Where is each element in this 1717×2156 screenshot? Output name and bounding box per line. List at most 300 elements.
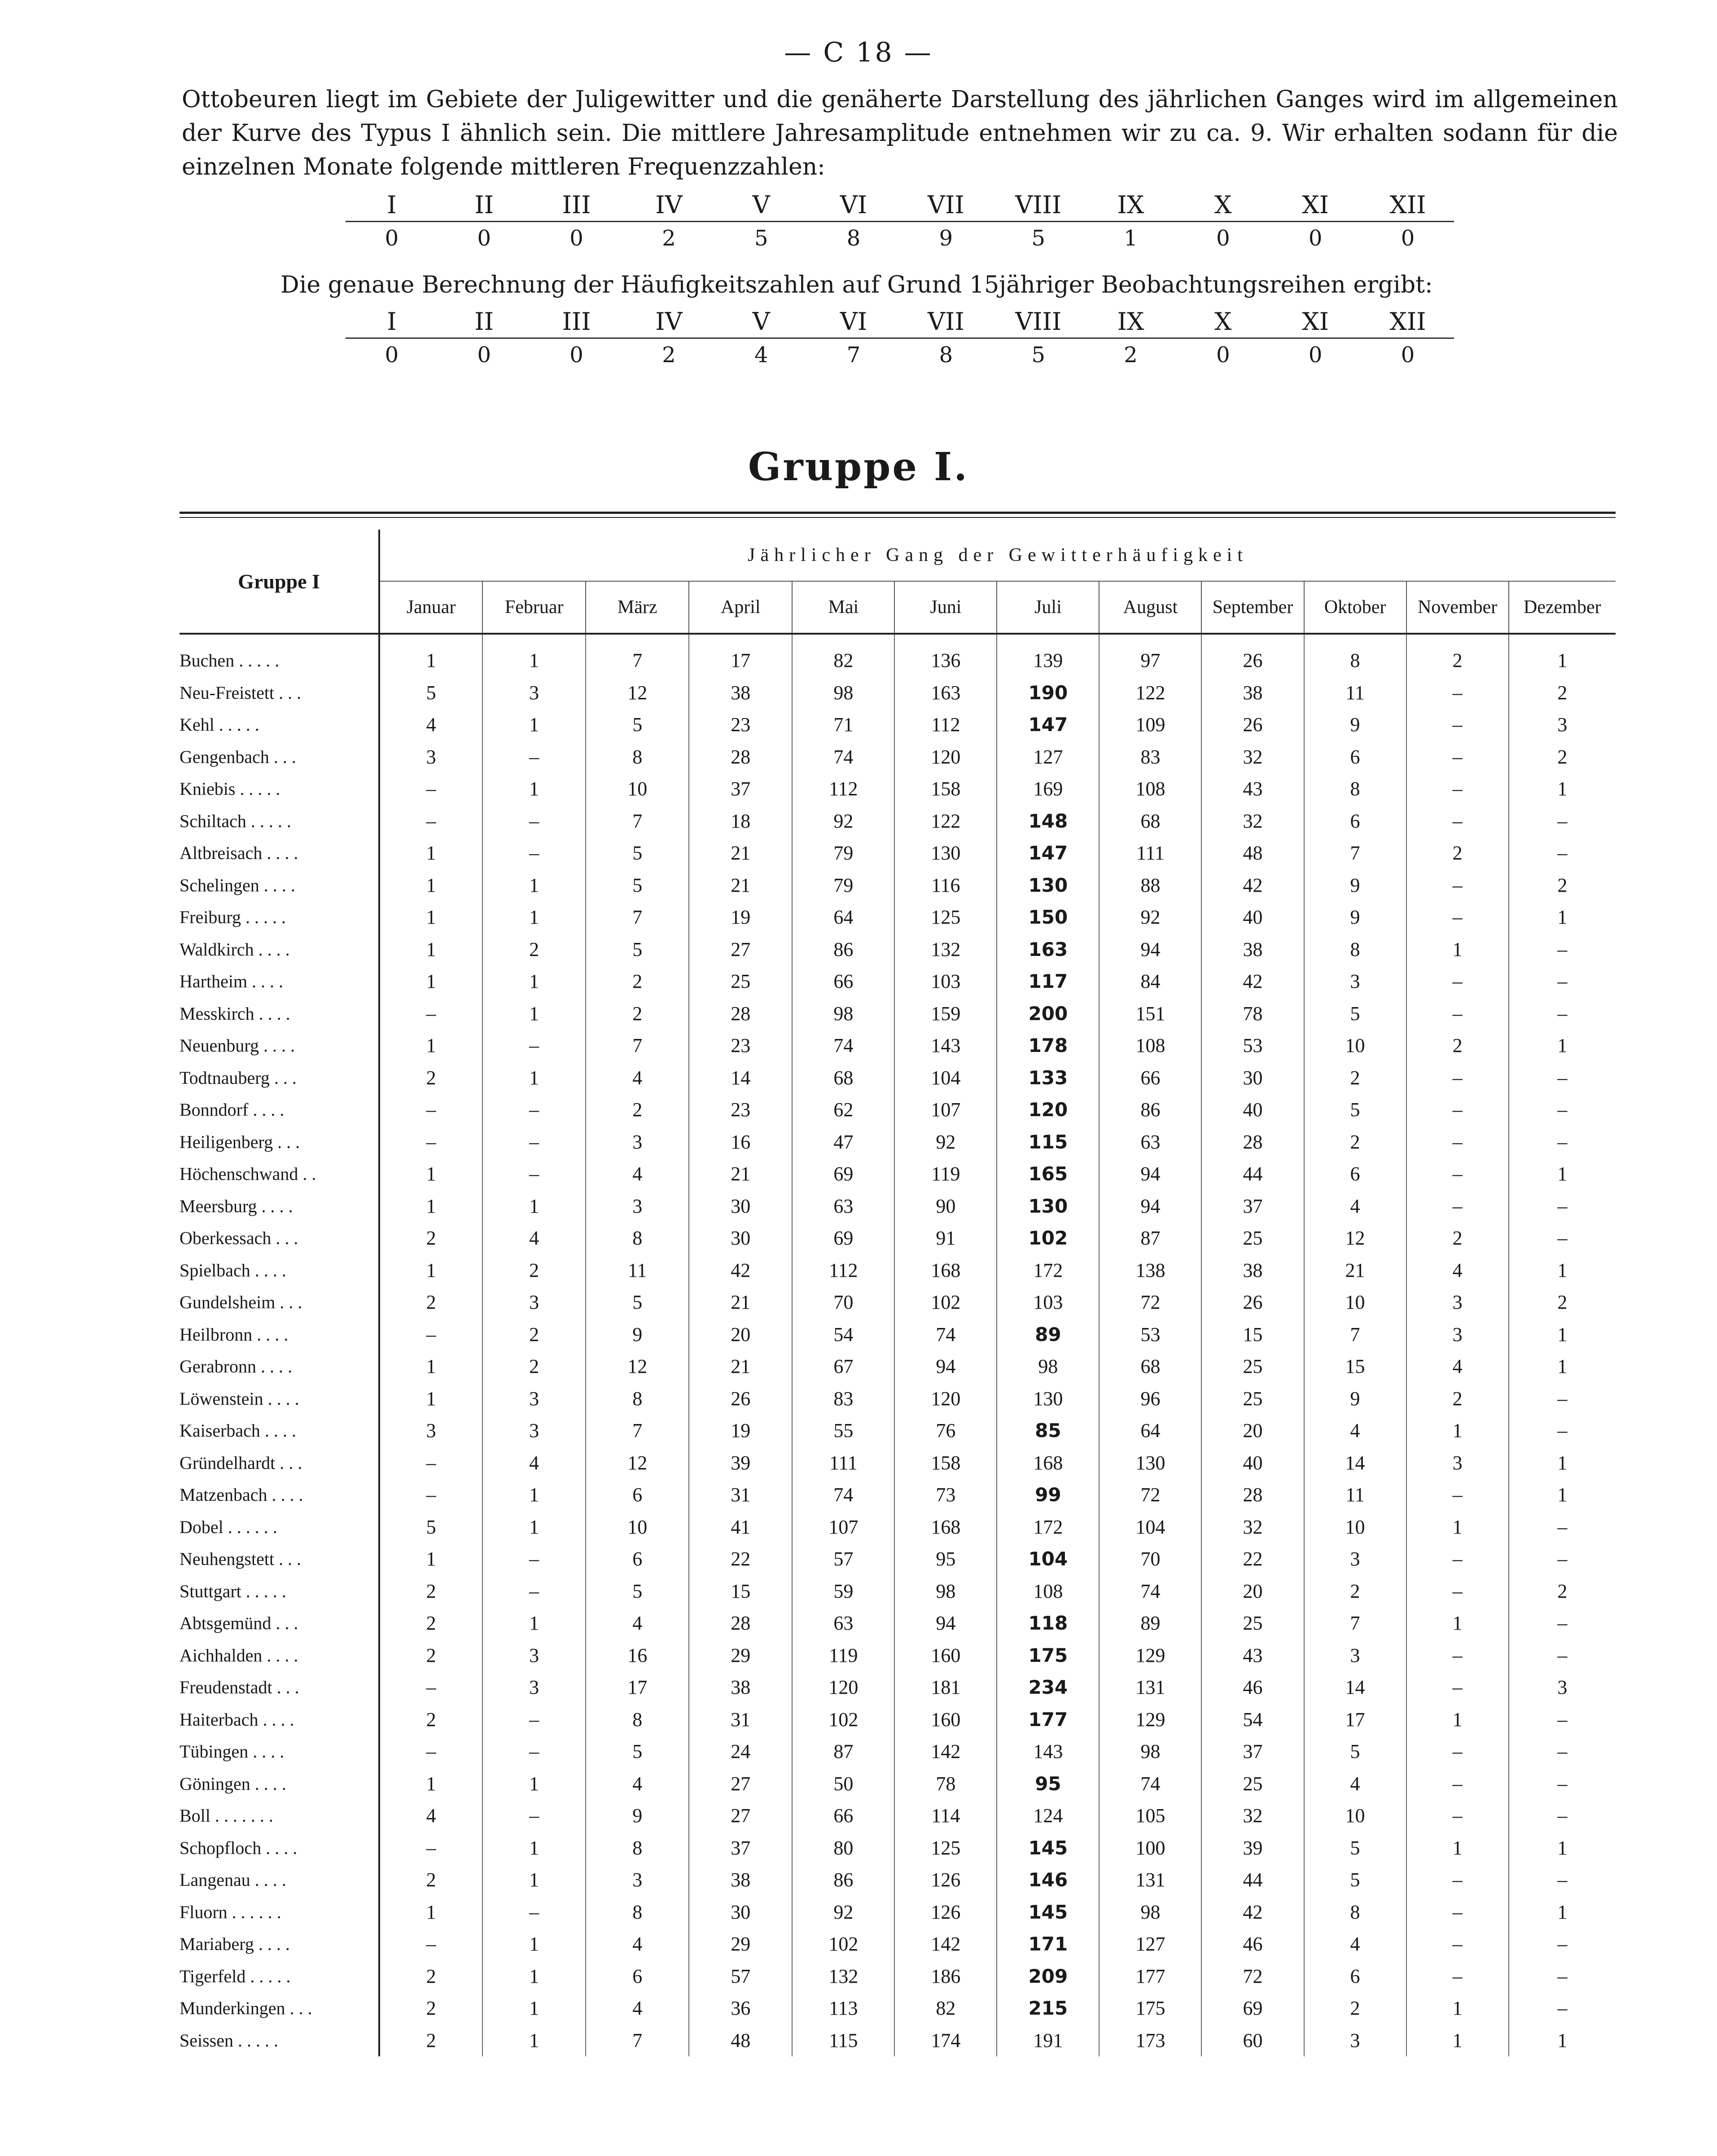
table-cell: 28 bbox=[1201, 1479, 1304, 1511]
table-cell: 3 bbox=[482, 1671, 586, 1704]
table-cell: 92 bbox=[792, 805, 894, 837]
table-cell: 1 bbox=[482, 1992, 586, 2025]
table-row bbox=[180, 1286, 1616, 1319]
table-row bbox=[180, 837, 1616, 869]
table-cell: – bbox=[1406, 1928, 1509, 1960]
table-cell: – bbox=[1406, 741, 1509, 773]
table-cell: 23 bbox=[689, 709, 792, 741]
table-row bbox=[180, 1030, 1616, 1062]
month-header: April bbox=[689, 581, 792, 634]
table-cell: 84 bbox=[1099, 965, 1201, 998]
table-cell: 32 bbox=[1201, 805, 1304, 837]
table-cell: 74 bbox=[792, 741, 894, 773]
table-cell: 120 bbox=[894, 1383, 997, 1415]
table-row bbox=[180, 998, 1616, 1030]
station-name: Gengenbach . . . bbox=[180, 741, 379, 773]
table-cell: 32 bbox=[1201, 741, 1304, 773]
table-cell: 10 bbox=[586, 1511, 689, 1543]
frequency-value-cell: 2 bbox=[1124, 342, 1138, 368]
table-row bbox=[180, 773, 1616, 805]
roman-month-cell: XI bbox=[1269, 305, 1362, 338]
table-cell: 2 bbox=[426, 2029, 436, 2051]
table-cell: 136 bbox=[894, 634, 997, 677]
table-cell: 59 bbox=[792, 1575, 894, 1608]
table-cell: – bbox=[482, 837, 586, 869]
frequency-value-cell: 7 bbox=[846, 342, 861, 368]
table-super-header: Jährlicher Gang der Gewitterhäufigkeit bbox=[379, 530, 1616, 581]
table-cell: 4 bbox=[1304, 1415, 1406, 1447]
table-cell: 1 bbox=[426, 906, 436, 929]
table-cell: – bbox=[482, 1704, 586, 1736]
table-cell: 28 bbox=[689, 998, 792, 1030]
table-cell: 63 bbox=[1099, 1126, 1201, 1158]
month-header: Februar bbox=[482, 581, 586, 634]
table-row bbox=[180, 1575, 1616, 1608]
table-top-rule-thin bbox=[180, 517, 1616, 518]
table-cell: – bbox=[426, 778, 436, 800]
table-cell: 2 bbox=[426, 1227, 436, 1249]
table-cell: – bbox=[1509, 965, 1616, 998]
table-cell: – bbox=[1509, 1735, 1616, 1768]
table-cell: 86 bbox=[792, 933, 894, 966]
table-cell: 67 bbox=[792, 1350, 894, 1383]
frequency-value-cell: 0 bbox=[569, 342, 583, 368]
table-cell: 99 bbox=[997, 1479, 1099, 1511]
table-cell: 215 bbox=[997, 1992, 1099, 2025]
table-row bbox=[180, 1992, 1616, 2025]
table-cell: 138 bbox=[1099, 1254, 1201, 1287]
frequency-value-cell: 5 bbox=[754, 226, 768, 251]
table-cell: 25 bbox=[1201, 1607, 1304, 1639]
station-name: Tübingen . . . . bbox=[180, 1735, 379, 1768]
table-cell: 1 bbox=[426, 970, 436, 993]
station-name: Gerabronn . . . . bbox=[180, 1350, 379, 1383]
table-cell: 38 bbox=[1201, 677, 1304, 709]
table-cell: 8 bbox=[586, 1896, 689, 1928]
table-cell: 3 bbox=[1406, 1447, 1509, 1479]
frequency-value-cell: 4 bbox=[754, 342, 768, 368]
table-cell: – bbox=[1406, 1864, 1509, 1896]
table-cell: 54 bbox=[792, 1319, 894, 1351]
station-name: Heilbronn . . . . bbox=[180, 1319, 379, 1351]
station-name: Heiligenberg . . . bbox=[180, 1126, 379, 1158]
station-name: Kaiserbach . . . . bbox=[180, 1415, 379, 1447]
table-cell: 190 bbox=[997, 677, 1099, 709]
station-name: Spielbach . . . . bbox=[180, 1254, 379, 1287]
table-cell: 175 bbox=[1099, 1992, 1201, 2025]
station-name: Neuhengstett . . . bbox=[180, 1543, 379, 1575]
roman-month-cell: IX bbox=[1085, 305, 1177, 338]
table-cell: 91 bbox=[894, 1222, 997, 1254]
table-cell: 2 bbox=[586, 965, 689, 998]
station-name: Höchenschwand . . bbox=[180, 1158, 379, 1190]
table-cell: 8 bbox=[1304, 933, 1406, 966]
station-name: Aichhalden . . . . bbox=[180, 1639, 379, 1672]
table-cell: 22 bbox=[689, 1543, 792, 1575]
table-cell: 37 bbox=[689, 773, 792, 805]
table-row bbox=[180, 1768, 1616, 1800]
table-cell: 2 bbox=[426, 1291, 436, 1314]
table-cell: 64 bbox=[792, 901, 894, 933]
table-cell: 2 bbox=[1406, 837, 1509, 869]
table-cell: 26 bbox=[1201, 634, 1304, 677]
table-cell: – bbox=[1509, 1222, 1616, 1254]
table-cell: 1 bbox=[482, 998, 586, 1030]
table-cell: 108 bbox=[997, 1575, 1099, 1608]
table-cell: 39 bbox=[689, 1447, 792, 1479]
table-cell: 40 bbox=[1201, 1447, 1304, 1479]
table-cell: 6 bbox=[1304, 1158, 1406, 1190]
table-row bbox=[180, 709, 1616, 741]
frequency-value-cell: 0 bbox=[569, 226, 583, 251]
table-cell: 28 bbox=[689, 741, 792, 773]
table-cell: 9 bbox=[1304, 709, 1406, 741]
table-cell: – bbox=[1509, 1768, 1616, 1800]
table-cell: 145 bbox=[997, 1832, 1099, 1864]
roman-month-cell: I bbox=[346, 305, 438, 338]
table-cell: 62 bbox=[792, 1094, 894, 1126]
table-cell: 80 bbox=[792, 1832, 894, 1864]
table-cell: 7 bbox=[1304, 1607, 1406, 1639]
table-cell: – bbox=[1406, 1639, 1509, 1672]
table-cell: 83 bbox=[792, 1383, 894, 1415]
table-cell: 3 bbox=[1509, 1671, 1616, 1704]
table-cell: 95 bbox=[997, 1768, 1099, 1800]
station-name: Bonndorf . . . . bbox=[180, 1094, 379, 1126]
table-cell: 25 bbox=[1201, 1768, 1304, 1800]
roman-month-row bbox=[346, 305, 1454, 338]
table-cell: 100 bbox=[1099, 1832, 1201, 1864]
table-cell: 127 bbox=[1099, 1928, 1201, 1960]
table-cell: 14 bbox=[1304, 1671, 1406, 1704]
table-cell: 38 bbox=[1201, 1254, 1304, 1287]
table-cell: 5 bbox=[586, 869, 689, 902]
table-cell: 4 bbox=[586, 1992, 689, 2025]
table-cell: 102 bbox=[792, 1928, 894, 1960]
table-cell: 74 bbox=[894, 1319, 997, 1351]
table-cell: 4 bbox=[1304, 1768, 1406, 1800]
table-cell: 114 bbox=[894, 1800, 997, 1832]
table-cell: 2 bbox=[1406, 1383, 1509, 1415]
table-cell: 3 bbox=[1509, 709, 1616, 741]
table-cell: – bbox=[1406, 1735, 1509, 1768]
table-row bbox=[180, 1415, 1616, 1447]
table-cell: 1 bbox=[1406, 933, 1509, 966]
table-cell: 21 bbox=[689, 1286, 792, 1319]
table-cell: 147 bbox=[997, 837, 1099, 869]
table-cell: 6 bbox=[586, 1960, 689, 1993]
roman-month-cell: X bbox=[1177, 305, 1269, 338]
table-cell: 38 bbox=[689, 1864, 792, 1896]
table-cell: 48 bbox=[1201, 837, 1304, 869]
table-cell: – bbox=[426, 1933, 436, 1955]
table-cell: 2 bbox=[426, 1580, 436, 1602]
table-cell: 4 bbox=[1406, 1350, 1509, 1383]
station-name: Munderkingen . . . bbox=[180, 1992, 379, 2025]
table-cell: 119 bbox=[792, 1639, 894, 1672]
station-name: Altbreisach . . . . bbox=[180, 837, 379, 869]
table-cell: 11 bbox=[1304, 677, 1406, 709]
table-cell: 151 bbox=[1099, 998, 1201, 1030]
table-cell: – bbox=[1406, 805, 1509, 837]
table-cell: 111 bbox=[792, 1447, 894, 1479]
table-cell: – bbox=[426, 810, 436, 832]
table-cell: 8 bbox=[1304, 1896, 1406, 1928]
table-cell: 26 bbox=[1201, 1286, 1304, 1319]
table-cell: 126 bbox=[894, 1896, 997, 1928]
table-cell: 42 bbox=[1201, 1896, 1304, 1928]
table-cell: 29 bbox=[689, 1928, 792, 1960]
table-row bbox=[180, 1094, 1616, 1126]
table-cell: 127 bbox=[997, 741, 1099, 773]
table-cell: 43 bbox=[1201, 1639, 1304, 1672]
table-cell: 2 bbox=[1509, 741, 1616, 773]
month-header: März bbox=[586, 581, 689, 634]
table-cell: 108 bbox=[1099, 773, 1201, 805]
table-cell: 109 bbox=[1099, 709, 1201, 741]
table-cell: – bbox=[1509, 837, 1616, 869]
table-cell: 168 bbox=[894, 1511, 997, 1543]
station-name: Matzenbach . . . . bbox=[180, 1479, 379, 1511]
table-cell: 131 bbox=[1099, 1671, 1201, 1704]
table-cell: 5 bbox=[426, 1516, 436, 1538]
table-cell: 48 bbox=[689, 2025, 792, 2057]
table-cell: – bbox=[1509, 1607, 1616, 1639]
table-cell: 23 bbox=[689, 1030, 792, 1062]
station-name: Göningen . . . . bbox=[180, 1768, 379, 1800]
frequency-value-cell: 8 bbox=[846, 226, 861, 251]
table-cell: 27 bbox=[689, 933, 792, 966]
table-cell: – bbox=[1509, 1639, 1616, 1672]
table-cell: 68 bbox=[1099, 805, 1201, 837]
table-row bbox=[180, 965, 1616, 998]
table-cell: 1 bbox=[482, 1511, 586, 1543]
table-cell: 1 bbox=[482, 1928, 586, 1960]
table-cell: 79 bbox=[792, 869, 894, 902]
table-cell: 4 bbox=[426, 1805, 436, 1827]
month-header: Juli bbox=[997, 581, 1099, 634]
table-cell: 70 bbox=[1099, 1543, 1201, 1575]
table-cell: 16 bbox=[689, 1126, 792, 1158]
station-name: Meersburg . . . . bbox=[180, 1190, 379, 1223]
table-cell: 82 bbox=[792, 634, 894, 677]
table-cell: 1 bbox=[426, 1034, 436, 1057]
table-cell: 2 bbox=[482, 933, 586, 966]
table-cell: – bbox=[1406, 1158, 1509, 1190]
table-cell: 21 bbox=[689, 869, 792, 902]
table-cell: 181 bbox=[894, 1671, 997, 1704]
frequency-value-cell: 0 bbox=[1401, 226, 1415, 251]
table-cell: 2 bbox=[426, 1965, 436, 1987]
table-cell: 30 bbox=[689, 1896, 792, 1928]
table-cell: 18 bbox=[689, 805, 792, 837]
table-cell: 120 bbox=[997, 1094, 1099, 1126]
table-cell: 5 bbox=[586, 1286, 689, 1319]
table-cell: 125 bbox=[894, 1832, 997, 1864]
table-cell: 5 bbox=[586, 1575, 689, 1608]
roman-month-cell: XI bbox=[1269, 188, 1362, 222]
table-cell: 5 bbox=[1304, 1735, 1406, 1768]
table-cell: 1 bbox=[426, 1548, 436, 1570]
table-cell: – bbox=[1406, 773, 1509, 805]
table-cell: 1 bbox=[1406, 1607, 1509, 1639]
table-row bbox=[180, 1158, 1616, 1190]
table-cell: 53 bbox=[1201, 1030, 1304, 1062]
table-cell: – bbox=[1509, 1928, 1616, 1960]
station-name: Schopfloch . . . . bbox=[180, 1832, 379, 1864]
month-header: Oktober bbox=[1304, 581, 1406, 634]
table-cell: 5 bbox=[1304, 1864, 1406, 1896]
table-cell: 27 bbox=[689, 1768, 792, 1800]
table-cell: 117 bbox=[997, 965, 1099, 998]
table-cell: 2 bbox=[1406, 1222, 1509, 1254]
table-cell: 1 bbox=[1406, 1992, 1509, 2025]
table-cell: 25 bbox=[1201, 1350, 1304, 1383]
table-cell: 41 bbox=[689, 1511, 792, 1543]
table-cell: – bbox=[426, 1836, 436, 1859]
table-cell: – bbox=[1509, 1800, 1616, 1832]
table-cell: 95 bbox=[894, 1543, 997, 1575]
table-cell: 186 bbox=[894, 1960, 997, 1993]
table-cell: 20 bbox=[1201, 1575, 1304, 1608]
table-cell: – bbox=[1509, 1992, 1616, 2025]
table-row bbox=[180, 1671, 1616, 1704]
frequency-value-cell: 1 bbox=[1124, 226, 1138, 251]
month-header-row bbox=[180, 581, 1616, 634]
table-cell: 43 bbox=[1201, 773, 1304, 805]
table-cell: 92 bbox=[894, 1126, 997, 1158]
roman-month-cell: IV bbox=[622, 305, 715, 338]
table-cell: 169 bbox=[997, 773, 1099, 805]
table-cell: – bbox=[1406, 1190, 1509, 1223]
table-cell: – bbox=[1406, 1094, 1509, 1126]
table-cell: 2 bbox=[1509, 1286, 1616, 1319]
month-header: Dezember bbox=[1509, 581, 1616, 634]
station-name: Neu-Freistett . . . bbox=[180, 677, 379, 709]
table-cell: – bbox=[482, 1800, 586, 1832]
frequency-value-cell: 9 bbox=[939, 226, 953, 251]
table-cell: 1 bbox=[482, 1960, 586, 1993]
frequency-value-cell: 2 bbox=[662, 226, 676, 251]
group-title: Gruppe I. bbox=[748, 444, 969, 490]
table-cell: 1 bbox=[426, 1259, 436, 1281]
table-cell: 21 bbox=[689, 1158, 792, 1190]
table-cell: 17 bbox=[586, 1671, 689, 1704]
table-cell: 7 bbox=[586, 805, 689, 837]
frequency-value-cell: 0 bbox=[385, 226, 399, 251]
table-cell: 44 bbox=[1201, 1158, 1304, 1190]
table-cell: 2 bbox=[1304, 1575, 1406, 1608]
frequency-value-cell: 5 bbox=[1031, 226, 1045, 251]
table-cell: 32 bbox=[1201, 1800, 1304, 1832]
table-row bbox=[180, 1126, 1616, 1158]
table-cell: 53 bbox=[1099, 1319, 1201, 1351]
table-cell: 31 bbox=[689, 1479, 792, 1511]
roman-month-cell: III bbox=[530, 305, 623, 338]
table-cell: 143 bbox=[997, 1735, 1099, 1768]
table-cell: 25 bbox=[1201, 1383, 1304, 1415]
table-cell: 2 bbox=[1509, 1575, 1616, 1608]
table-cell: 10 bbox=[1304, 1286, 1406, 1319]
table-cell: 87 bbox=[1099, 1222, 1201, 1254]
table-cell: 177 bbox=[1099, 1960, 1201, 1993]
table-cell: 22 bbox=[1201, 1543, 1304, 1575]
table-cell: 47 bbox=[792, 1126, 894, 1158]
table-cell: 12 bbox=[586, 677, 689, 709]
table-cell: 8 bbox=[586, 741, 689, 773]
table-cell: 1 bbox=[482, 1190, 586, 1223]
table-cell: 82 bbox=[894, 1992, 997, 2025]
table-cell: 105 bbox=[1099, 1800, 1201, 1832]
table-cell: 68 bbox=[792, 1062, 894, 1094]
table-cell: 2 bbox=[586, 998, 689, 1030]
table-cell: 1 bbox=[1509, 1350, 1616, 1383]
table-row bbox=[180, 741, 1616, 773]
station-name: Waldkirch . . . . bbox=[180, 933, 379, 966]
table-cell: 98 bbox=[792, 677, 894, 709]
table-cell: 122 bbox=[1099, 677, 1201, 709]
table-cell: 94 bbox=[1099, 933, 1201, 966]
table-cell: 104 bbox=[997, 1543, 1099, 1575]
table-cell: 19 bbox=[689, 901, 792, 933]
table-cell: 102 bbox=[792, 1704, 894, 1736]
roman-month-row bbox=[346, 188, 1454, 222]
table-cell: 119 bbox=[894, 1158, 997, 1190]
table-cell: 159 bbox=[894, 998, 997, 1030]
table-cell: 29 bbox=[689, 1639, 792, 1672]
table-cell: 1 bbox=[1406, 2025, 1509, 2057]
table-cell: – bbox=[1509, 1704, 1616, 1736]
table-row bbox=[180, 677, 1616, 709]
table-cell: 177 bbox=[997, 1704, 1099, 1736]
table-cell: 9 bbox=[586, 1800, 689, 1832]
month-header: September bbox=[1201, 581, 1304, 634]
table-cell: 3 bbox=[482, 1415, 586, 1447]
table-cell: – bbox=[482, 1030, 586, 1062]
table-cell: 2 bbox=[1509, 869, 1616, 902]
station-name: Hartheim . . . . bbox=[180, 965, 379, 998]
table-cell: 30 bbox=[1201, 1062, 1304, 1094]
table-cell: 7 bbox=[1304, 837, 1406, 869]
table-cell: – bbox=[1406, 869, 1509, 902]
table-cell: 2 bbox=[482, 1350, 586, 1383]
table-cell: 4 bbox=[482, 1222, 586, 1254]
table-cell: 17 bbox=[689, 634, 792, 677]
table-cell: 1 bbox=[426, 649, 436, 672]
table-cell: 78 bbox=[894, 1768, 997, 1800]
table-cell: 130 bbox=[894, 837, 997, 869]
table-cell: 148 bbox=[997, 805, 1099, 837]
table-cell: 8 bbox=[1304, 634, 1406, 677]
roman-month-cell: XII bbox=[1362, 188, 1454, 222]
table-cell: 234 bbox=[997, 1671, 1099, 1704]
table-cell: 112 bbox=[792, 773, 894, 805]
table-cell: 37 bbox=[1201, 1190, 1304, 1223]
table-cell: 73 bbox=[894, 1479, 997, 1511]
table-cell: 63 bbox=[792, 1190, 894, 1223]
table-cell: 12 bbox=[586, 1447, 689, 1479]
table-cell: 98 bbox=[894, 1575, 997, 1608]
exact-value-row bbox=[346, 338, 1454, 372]
table-cell: 2 bbox=[1304, 1062, 1406, 1094]
table-cell: 150 bbox=[997, 901, 1099, 933]
table-row bbox=[180, 1735, 1616, 1768]
roman-month-cell: V bbox=[715, 188, 807, 222]
table-cell: 1 bbox=[1509, 1479, 1616, 1511]
table-cell: 175 bbox=[997, 1639, 1099, 1672]
table-cell: 129 bbox=[1099, 1639, 1201, 1672]
table-cell: – bbox=[1509, 1190, 1616, 1223]
